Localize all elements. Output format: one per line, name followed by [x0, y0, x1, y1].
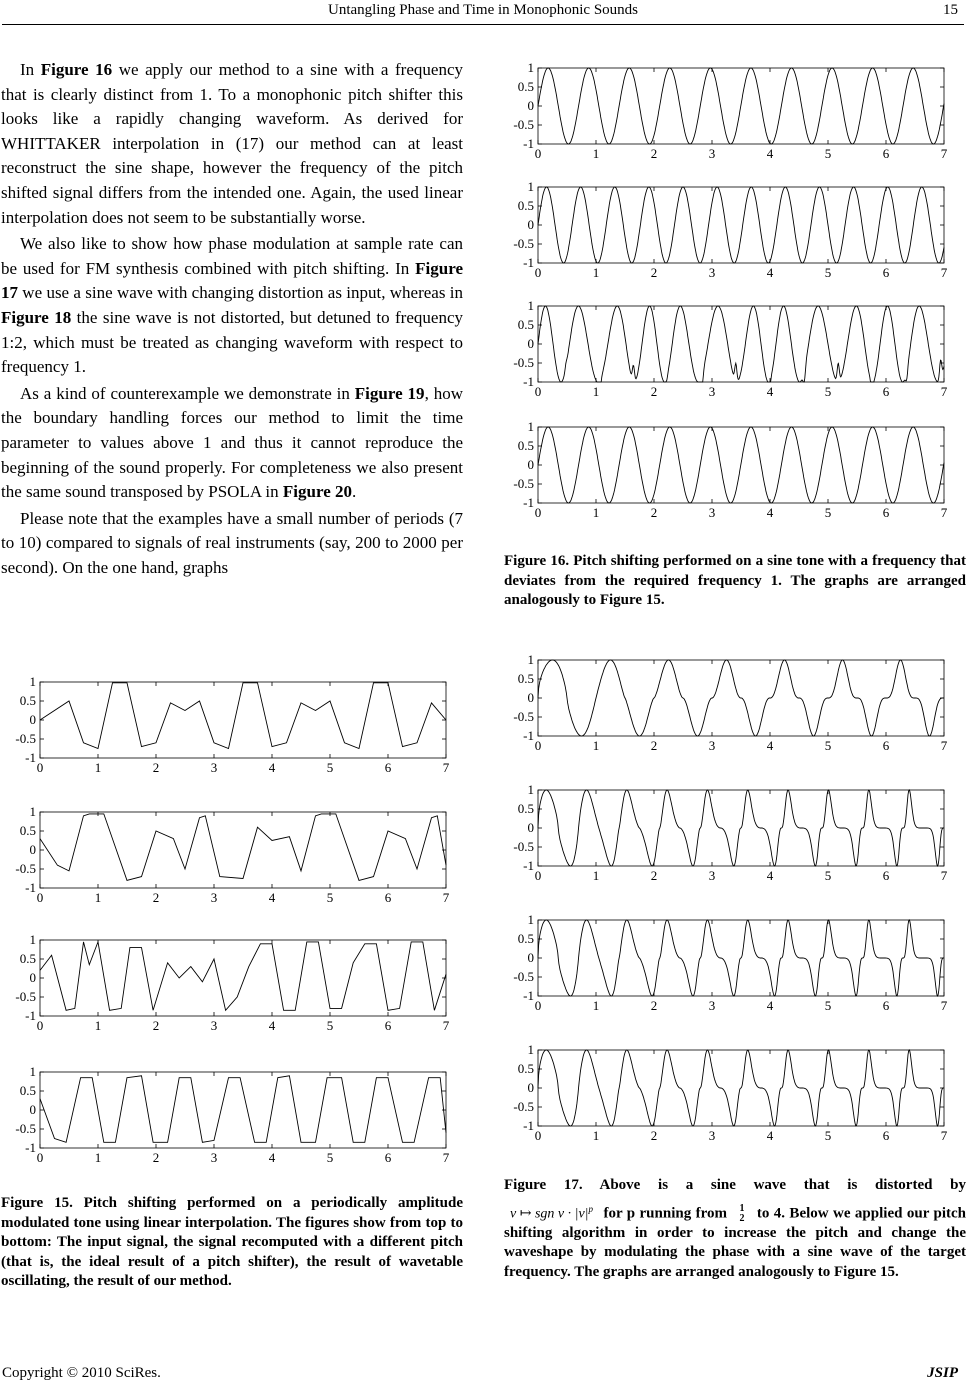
x-tick-label: 0	[534, 146, 542, 161]
chart-svg	[508, 1042, 948, 1154]
fraction-denominator: 2	[739, 1212, 745, 1224]
x-tick-label: 6	[882, 384, 890, 399]
x-tick-label: 6	[882, 146, 890, 161]
paragraph-2	[1, 232, 463, 380]
x-tick-label: 7	[442, 1150, 450, 1165]
x-tick-label: 3	[708, 998, 716, 1013]
y-tick-label: 0	[527, 336, 534, 351]
fig17-formula-exponent: p	[588, 1203, 594, 1214]
y-tick-label: -0.5	[15, 861, 36, 876]
signal-line	[40, 1076, 446, 1143]
x-tick-label: 0	[534, 998, 542, 1013]
y-tick-label: 0	[527, 217, 534, 232]
x-tick-label: 2	[152, 1150, 160, 1165]
x-tick-label: 4	[268, 760, 276, 775]
x-tick-label: 2	[152, 890, 160, 905]
y-tick-label: 1	[527, 782, 534, 797]
y-tick-label: 0	[527, 98, 534, 113]
y-tick-label: 0.5	[517, 79, 534, 94]
x-tick-label: 6	[882, 998, 890, 1013]
y-tick-label: 0.5	[517, 931, 534, 946]
chart-svg	[508, 179, 948, 291]
signal-line	[538, 68, 944, 144]
x-tick-label: 5	[326, 760, 334, 775]
chart-svg	[508, 912, 948, 1024]
figure-17-panel-1	[508, 652, 948, 764]
x-tick-label: 2	[650, 868, 658, 883]
y-tick-label: 0	[527, 1080, 534, 1095]
x-tick-label: 4	[766, 146, 774, 161]
plot-frame	[40, 682, 446, 758]
y-tick-label: -1	[25, 750, 36, 765]
x-tick-label: 3	[708, 265, 716, 280]
x-tick-label: 5	[326, 890, 334, 905]
x-tick-label: 5	[824, 998, 832, 1013]
fig17-formula-text: v ↦ sgn v · |v|	[510, 1206, 589, 1222]
fig17-caption-line2	[504, 1200, 966, 1283]
chart-svg	[508, 419, 948, 531]
figure-15-panel-3	[10, 932, 450, 1044]
signal-line	[538, 660, 944, 736]
x-tick-label: 4	[766, 738, 774, 753]
p2-text-c: the sine wave is not distorted, but detuned to frequency 1:2, which must be treated as changing waveform with respect to frequency 1.	[1, 307, 463, 377]
x-tick-label: 7	[940, 384, 948, 399]
figure-19-ref: Figure 19	[354, 383, 425, 403]
figure-15-panel-1	[10, 674, 450, 786]
chart-svg	[508, 782, 948, 894]
header-rule	[2, 24, 964, 25]
y-tick-label: 1	[29, 1064, 36, 1079]
x-tick-label: 7	[940, 868, 948, 883]
y-tick-label: -1	[523, 495, 534, 510]
x-tick-label: 1	[94, 1150, 102, 1165]
x-tick-label: 0	[534, 384, 542, 399]
x-tick-label: 1	[94, 890, 102, 905]
x-tick-label: 0	[36, 760, 44, 775]
x-tick-label: 5	[326, 1150, 334, 1165]
fig17-caption-text-c: to 4. Below we applied our pitch shifting algorithm in order to increase the pitch and change the waveshape by modulating the phase with a sine wave of the target frequency. The graphs are arranged analogously to Figure 15.	[504, 1205, 966, 1280]
x-tick-label: 6	[882, 868, 890, 883]
y-tick-label: -0.5	[513, 117, 534, 132]
y-tick-label: -0.5	[513, 839, 534, 854]
signal-line	[40, 683, 446, 749]
plot-frame	[40, 940, 446, 1016]
x-tick-label: 4	[766, 265, 774, 280]
p2-text-b: we use a sine wave with changing distortion as input, whereas in	[18, 283, 463, 303]
signal-line	[40, 942, 446, 1010]
y-tick-label: 0.5	[19, 1083, 36, 1098]
x-tick-label: 3	[210, 1018, 218, 1033]
figure-18-ref: Figure 18	[1, 307, 72, 327]
y-tick-label: 0	[29, 970, 36, 985]
y-tick-label: 0	[29, 1102, 36, 1117]
x-tick-label: 2	[650, 505, 658, 520]
x-tick-label: 5	[824, 868, 832, 883]
x-tick-label: 7	[940, 998, 948, 1013]
x-tick-label: 5	[824, 265, 832, 280]
p4-text-a: Please note that the examples have a small number of periods (7 to 10) compared to signals of real instruments (say, 200 to 2000 per second). On the one hand, graphs	[1, 508, 463, 577]
y-tick-label: 1	[527, 652, 534, 667]
body-text-left-column	[1, 58, 463, 580]
x-tick-label: 2	[650, 1128, 658, 1143]
chart-svg	[10, 1064, 450, 1176]
p3-text-c: .	[352, 482, 357, 502]
signal-line	[40, 814, 446, 881]
y-tick-label: 1	[527, 179, 534, 194]
p1-text-a: In	[20, 60, 41, 79]
x-tick-label: 3	[708, 868, 716, 883]
x-tick-label: 1	[592, 998, 600, 1013]
x-tick-label: 3	[708, 1128, 716, 1143]
y-tick-label: 0.5	[517, 671, 534, 686]
x-tick-label: 2	[152, 1018, 160, 1033]
x-tick-label: 7	[442, 1018, 450, 1033]
x-tick-label: 0	[36, 890, 44, 905]
x-tick-label: 7	[940, 1128, 948, 1143]
plot-frame	[40, 1072, 446, 1148]
y-tick-label: -0.5	[513, 355, 534, 370]
x-tick-label: 0	[534, 1128, 542, 1143]
y-tick-label: -1	[523, 255, 534, 270]
y-tick-label: -1	[523, 136, 534, 151]
figure-16-caption: Figure 16. Pitch shifting performed on a sine tone with a frequency that deviates from the required frequency 1. The graphs are arranged analogously to Figure 15.	[504, 553, 966, 608]
x-tick-label: 3	[210, 760, 218, 775]
y-tick-label: -0.5	[513, 969, 534, 984]
journal-name: JSIP	[927, 1365, 958, 1381]
y-tick-label: 0.5	[517, 801, 534, 816]
x-tick-label: 6	[384, 890, 392, 905]
y-tick-label: -1	[25, 1140, 36, 1155]
figure-16-panel-4	[508, 419, 948, 531]
x-tick-label: 5	[824, 146, 832, 161]
x-tick-label: 0	[534, 868, 542, 883]
signal-line	[538, 1050, 944, 1126]
figure-16-panel-2	[508, 179, 948, 291]
y-tick-label: 0	[527, 457, 534, 472]
y-tick-label: -0.5	[15, 731, 36, 746]
fraction-numerator: 1	[739, 1202, 745, 1214]
y-tick-label: 0.5	[517, 1061, 534, 1076]
y-tick-label: 0.5	[517, 198, 534, 213]
figure-15-panel-2	[10, 804, 450, 916]
figure-16-ref: Figure 16	[40, 60, 113, 79]
x-tick-label: 6	[882, 738, 890, 753]
x-tick-label: 2	[650, 998, 658, 1013]
y-tick-label: 0	[29, 842, 36, 857]
x-tick-label: 1	[592, 265, 600, 280]
y-tick-label: -1	[523, 988, 534, 1003]
x-tick-label: 4	[766, 998, 774, 1013]
x-tick-label: 2	[152, 760, 160, 775]
y-tick-label: 1	[527, 60, 534, 75]
y-tick-label: 0.5	[19, 693, 36, 708]
y-tick-label: 1	[527, 1042, 534, 1057]
x-tick-label: 4	[766, 505, 774, 520]
x-tick-label: 1	[592, 1128, 600, 1143]
page-number: 15	[943, 2, 958, 18]
x-tick-label: 0	[534, 738, 542, 753]
x-tick-label: 6	[882, 505, 890, 520]
y-tick-label: 0.5	[517, 438, 534, 453]
x-tick-label: 4	[766, 1128, 774, 1143]
y-tick-label: 1	[29, 932, 36, 947]
x-tick-label: 1	[592, 868, 600, 883]
paragraph-3	[1, 382, 463, 505]
x-tick-label: 0	[36, 1018, 44, 1033]
chart-svg	[508, 60, 948, 172]
x-tick-label: 2	[650, 384, 658, 399]
chart-svg	[508, 298, 948, 410]
x-tick-label: 5	[824, 1128, 832, 1143]
y-tick-label: -1	[25, 880, 36, 895]
figure-17-ref: Figure 17	[1, 258, 463, 303]
y-tick-label: 0	[527, 820, 534, 835]
x-tick-label: 6	[882, 1128, 890, 1143]
x-tick-label: 3	[708, 146, 716, 161]
paragraph-4	[1, 507, 463, 581]
x-tick-label: 7	[442, 760, 450, 775]
x-tick-label: 3	[210, 890, 218, 905]
y-tick-label: -1	[523, 374, 534, 389]
copyright: Copyright © 2010 SciRes.	[2, 1365, 161, 1381]
x-tick-label: 3	[210, 1150, 218, 1165]
signal-line	[538, 920, 944, 996]
y-tick-label: -0.5	[15, 1121, 36, 1136]
fig17-caption-line1: Figure 17. Above is a sine wave that is distorted by	[504, 1177, 966, 1193]
signal-line	[538, 427, 944, 503]
chart-svg	[10, 804, 450, 916]
chart-svg	[10, 932, 450, 1044]
fig17-formula	[510, 1200, 593, 1224]
y-tick-label: 0	[527, 690, 534, 705]
x-tick-label: 1	[592, 384, 600, 399]
x-tick-label: 7	[940, 265, 948, 280]
figure-20-ref: Figure 20	[282, 482, 353, 502]
y-tick-label: 0	[527, 950, 534, 965]
x-tick-label: 1	[94, 760, 102, 775]
x-tick-label: 5	[824, 738, 832, 753]
fig17-caption-text-b: for p running from	[603, 1205, 728, 1222]
y-tick-label: 1	[527, 912, 534, 927]
y-tick-label: -0.5	[15, 989, 36, 1004]
p2-text-a: We also like to show how phase modulation at sample rate can be used for FM synthesis combined with pitch shifting. In	[1, 234, 463, 278]
x-tick-label: 2	[650, 265, 658, 280]
x-tick-label: 1	[94, 1018, 102, 1033]
y-tick-label: 1	[29, 804, 36, 819]
y-tick-label: -0.5	[513, 709, 534, 724]
x-tick-label: 4	[268, 1150, 276, 1165]
x-tick-label: 0	[534, 265, 542, 280]
x-tick-label: 7	[940, 738, 948, 753]
x-tick-label: 7	[442, 890, 450, 905]
figure-16-panel-3	[508, 298, 948, 410]
y-tick-label: 0.5	[19, 951, 36, 966]
x-tick-label: 5	[824, 384, 832, 399]
plot-frame	[40, 812, 446, 888]
x-tick-label: 0	[534, 505, 542, 520]
x-tick-label: 5	[824, 505, 832, 520]
y-tick-label: -0.5	[513, 1099, 534, 1114]
x-tick-label: 1	[592, 505, 600, 520]
x-tick-label: 3	[708, 384, 716, 399]
figure-15-panel-4	[10, 1064, 450, 1176]
x-tick-label: 3	[708, 738, 716, 753]
x-tick-label: 4	[766, 868, 774, 883]
fig17-fraction	[739, 1204, 744, 1224]
y-tick-label: -1	[523, 858, 534, 873]
y-tick-label: -1	[25, 1008, 36, 1023]
p3-text-b: , how the boundary handling forces our method to limit the time parameter to values above 1 and thus it cannot reproduce the beginning of the sound properly. For completeness we also present the same sound transposed by PSOLA in	[1, 383, 463, 502]
x-tick-label: 5	[326, 1018, 334, 1033]
x-tick-label: 2	[650, 738, 658, 753]
x-tick-label: 6	[384, 1018, 392, 1033]
x-tick-label: 4	[268, 1018, 276, 1033]
header-title: Untangling Phase and Time in Monophonic Sounds	[327, 2, 638, 18]
signal-line	[538, 790, 944, 866]
y-tick-label: 0.5	[19, 823, 36, 838]
y-tick-label: -1	[523, 728, 534, 743]
y-tick-label: 1	[527, 419, 534, 434]
y-tick-label: 0	[29, 712, 36, 727]
x-tick-label: 4	[268, 890, 276, 905]
y-tick-label: -0.5	[513, 236, 534, 251]
p1-text-b: we apply our method to a sine with a frequency that is clearly distinct from 1. To a monophonic pitch shifter this looks like a rapidly changing waveform. As derived for WHITTAKER interpolation in (17) our method can at least reconstruct the sine shape, however the frequency of the pitch shifted signal differs from the intended one. Again, the used linear interpolation does not seem to be substantially worse.	[1, 60, 463, 227]
y-tick-label: 1	[29, 674, 36, 689]
figure-17-caption	[504, 1176, 966, 1282]
x-tick-label: 1	[592, 146, 600, 161]
figure-17-panel-4	[508, 1042, 948, 1154]
y-tick-label: -1	[523, 1118, 534, 1133]
figure-15-caption: Figure 15. Pitch shifting performed on a periodically amplitude modulated tone using linear interpolation. The figures show from top to bottom: The input signal, the signal recomputed with a different pitch (that is, the ideal result of a pitch shifter), the result of wavetable oscillating, the result of our method.	[1, 1195, 463, 1289]
chart-svg	[10, 674, 450, 786]
figure-17-panel-2	[508, 782, 948, 894]
x-tick-label: 6	[384, 1150, 392, 1165]
running-header	[0, 2, 966, 24]
p3-text-a: As a kind of counterexample we demonstrate in	[20, 383, 355, 403]
y-tick-label: 0.5	[517, 317, 534, 332]
x-tick-label: 0	[36, 1150, 44, 1165]
x-tick-label: 6	[384, 760, 392, 775]
y-tick-label: -0.5	[513, 476, 534, 491]
x-tick-label: 2	[650, 146, 658, 161]
figure-16-panel-1	[508, 60, 948, 172]
paragraph-1	[1, 58, 463, 230]
signal-line	[538, 187, 944, 263]
x-tick-label: 3	[708, 505, 716, 520]
x-tick-label: 7	[940, 146, 948, 161]
signal-line	[538, 306, 944, 382]
x-tick-label: 6	[882, 265, 890, 280]
chart-svg	[508, 652, 948, 764]
x-tick-label: 4	[766, 384, 774, 399]
figure-17-panel-3	[508, 912, 948, 1024]
y-tick-label: 1	[527, 298, 534, 313]
x-tick-label: 7	[940, 505, 948, 520]
x-tick-label: 1	[592, 738, 600, 753]
